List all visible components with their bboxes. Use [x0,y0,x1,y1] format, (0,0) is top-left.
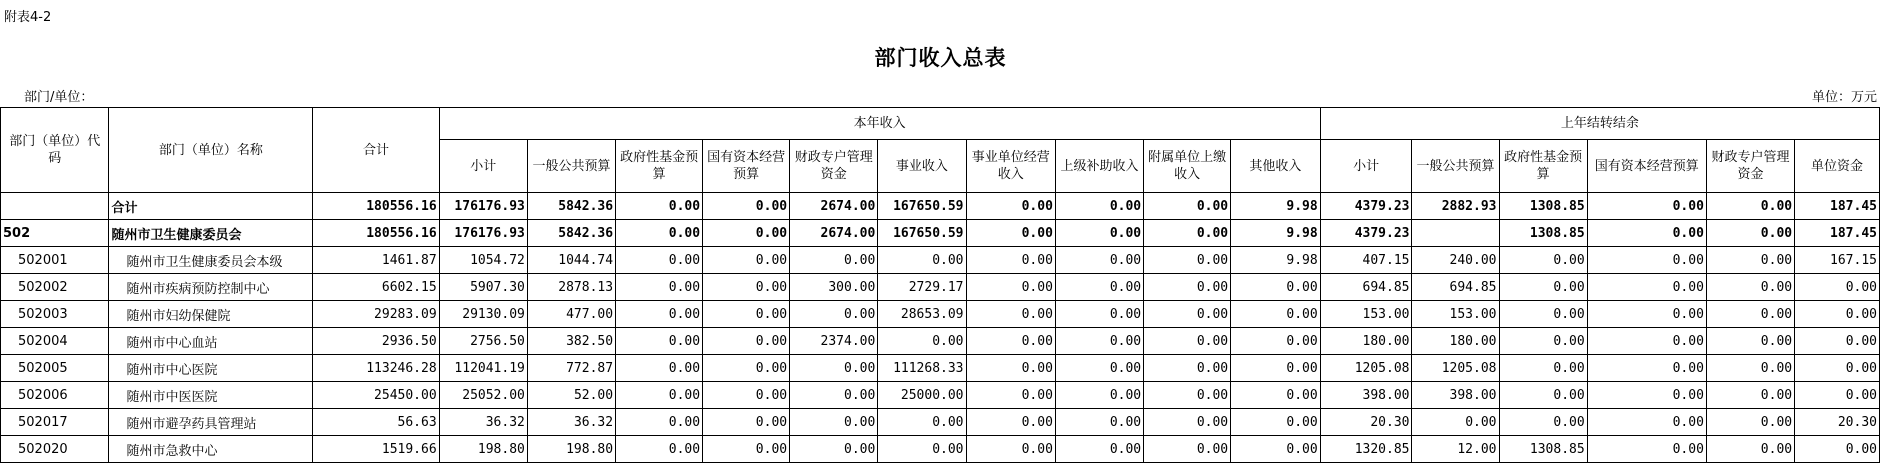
row-value: 9.98 [1231,247,1321,274]
row-value: 25000.00 [878,382,966,409]
row-value: 0.00 [703,247,790,274]
row-value: 0.00 [1587,247,1706,274]
row-value: 36.32 [527,409,615,436]
row-value: 382.50 [527,328,615,355]
row-value: 4379.23 [1320,220,1412,247]
row-value: 12.00 [1412,436,1499,463]
row-value: 0.00 [703,409,790,436]
row-value: 1205.08 [1320,355,1412,382]
row-value: 0.00 [1499,409,1587,436]
row-value [1412,220,1499,247]
row-value: 0.00 [1795,382,1880,409]
income-table [0,107,1880,463]
row-name: 随州市疾病预防控制中心 [109,274,313,301]
header-prior-col: 单位资金 [1795,140,1880,193]
row-value: 113246.28 [313,355,439,382]
row-value: 0.00 [616,274,703,301]
row-value: 1461.87 [313,247,439,274]
unit-label: 单位：万元 [1811,90,1877,105]
row-value: 0.00 [1499,301,1587,328]
page-title: 部门收入总表 [874,46,1007,70]
row-value: 0.00 [1144,220,1231,247]
header-code: 部门（单位）代码 [1,108,109,193]
row-value: 2756.50 [439,328,527,355]
row-value: 0.00 [1055,220,1143,247]
row-value: 0.00 [790,301,878,328]
row-code: 502017 [1,409,109,436]
row-value: 0.00 [703,382,790,409]
row-value: 0.00 [966,328,1055,355]
row-value: 772.87 [527,355,615,382]
row-value: 0.00 [1499,382,1587,409]
row-value: 2878.13 [527,274,615,301]
row-value: 0.00 [616,436,703,463]
row-code: 502020 [1,436,109,463]
row-value: 0.00 [878,436,966,463]
row-code: 502004 [1,328,109,355]
row-value: 0.00 [1587,409,1706,436]
row-name: 随州市中医医院 [109,382,313,409]
table-row [1,382,1880,409]
row-value: 180.00 [1320,328,1412,355]
row-value: 2729.17 [878,274,966,301]
header-prior-group: 上年结转结余 [1320,108,1879,140]
row-value: 56.63 [313,409,439,436]
row-value: 180556.16 [313,220,439,247]
row-value: 2674.00 [790,220,878,247]
row-value: 1308.85 [1499,436,1587,463]
row-value: 0.00 [878,247,966,274]
row-code: 502001 [1,247,109,274]
header-prior-col: 一般公共预算 [1412,140,1499,193]
row-name: 随州市避孕药具管理站 [109,409,313,436]
row-value: 0.00 [1587,382,1706,409]
row-value: 0.00 [1706,355,1794,382]
row-value: 0.00 [790,382,878,409]
row-value: 0.00 [1055,301,1143,328]
header-current-col: 国有资本经营预算 [703,140,790,193]
row-value: 0.00 [1231,274,1321,301]
row-value: 180.00 [1412,328,1499,355]
row-value: 0.00 [1706,274,1794,301]
row-value: 198.80 [527,436,615,463]
row-value: 0.00 [1499,274,1587,301]
header-prior-col: 国有资本经营预算 [1587,140,1706,193]
row-value: 0.00 [616,301,703,328]
row-value: 0.00 [703,220,790,247]
row-value: 0.00 [966,436,1055,463]
row-value: 0.00 [790,409,878,436]
row-value: 1044.74 [527,247,615,274]
row-value: 153.00 [1320,301,1412,328]
row-value: 0.00 [616,355,703,382]
row-value: 0.00 [1231,328,1321,355]
row-value: 9.98 [1231,220,1321,247]
row-value: 111268.33 [878,355,966,382]
row-name: 随州市急救中心 [109,436,313,463]
row-value: 0.00 [1231,301,1321,328]
header-current-col: 上级补助收入 [1055,140,1143,193]
row-value: 0.00 [966,193,1055,220]
row-value: 0.00 [1055,382,1143,409]
row-value: 0.00 [1055,274,1143,301]
row-value: 0.00 [1706,436,1794,463]
row-value: 240.00 [1412,247,1499,274]
row-value: 0.00 [1144,436,1231,463]
row-value: 20.30 [1320,409,1412,436]
row-value: 1205.08 [1412,355,1499,382]
table-row [1,328,1880,355]
row-value: 5907.30 [439,274,527,301]
row-value: 0.00 [1587,193,1706,220]
row-value: 29130.09 [439,301,527,328]
header-name: 部门（单位）名称 [109,108,313,193]
row-value: 0.00 [790,355,878,382]
row-value: 477.00 [527,301,615,328]
row-value: 0.00 [1055,247,1143,274]
row-value: 0.00 [1055,193,1143,220]
row-value: 25450.00 [313,382,439,409]
row-value: 0.00 [1587,436,1706,463]
row-value: 0.00 [1706,382,1794,409]
row-name: 合计 [109,193,313,220]
row-code: 502 [1,220,109,247]
row-value: 0.00 [1231,355,1321,382]
row-value: 0.00 [616,382,703,409]
header-current-group: 本年收入 [439,108,1320,140]
row-value: 0.00 [1499,247,1587,274]
row-value: 0.00 [1055,355,1143,382]
row-value: 0.00 [703,355,790,382]
row-name: 随州市中心血站 [109,328,313,355]
row-value: 0.00 [1055,328,1143,355]
row-value: 0.00 [1055,436,1143,463]
row-value: 0.00 [1706,409,1794,436]
row-value: 2936.50 [313,328,439,355]
row-value: 0.00 [878,328,966,355]
row-value: 0.00 [703,274,790,301]
row-value: 167650.59 [878,193,966,220]
row-value: 694.85 [1412,274,1499,301]
row-value: 0.00 [616,193,703,220]
row-value: 0.00 [616,409,703,436]
row-value: 0.00 [1795,301,1880,328]
row-value: 1308.85 [1499,220,1587,247]
row-value: 0.00 [1144,409,1231,436]
table-body [1,193,1880,463]
row-value: 1320.85 [1320,436,1412,463]
row-value: 0.00 [966,409,1055,436]
header-total: 合计 [313,108,439,193]
row-value: 0.00 [1499,355,1587,382]
row-value: 5842.36 [527,220,615,247]
row-value: 0.00 [703,301,790,328]
row-value: 0.00 [1706,193,1794,220]
row-value: 52.00 [527,382,615,409]
row-value: 153.00 [1412,301,1499,328]
row-value: 0.00 [966,355,1055,382]
row-value: 0.00 [1144,274,1231,301]
row-value: 0.00 [1795,355,1880,382]
row-value: 198.80 [439,436,527,463]
row-value: 1054.72 [439,247,527,274]
row-value: 5842.36 [527,193,615,220]
header-current-col: 小计 [439,140,527,193]
table-row [1,220,1880,247]
table-row [1,355,1880,382]
row-code: 502005 [1,355,109,382]
row-code: 502002 [1,274,109,301]
row-value: 0.00 [1706,220,1794,247]
row-value: 0.00 [1499,328,1587,355]
row-value: 0.00 [1144,301,1231,328]
header-current-col: 一般公共预算 [527,140,615,193]
table-row [1,409,1880,436]
row-value: 0.00 [966,301,1055,328]
row-value: 0.00 [1706,247,1794,274]
row-value: 9.98 [1231,193,1321,220]
row-value: 0.00 [966,247,1055,274]
row-value: 0.00 [1587,220,1706,247]
header-current-col: 附属单位上缴收入 [1144,140,1231,193]
row-value: 0.00 [878,409,966,436]
table-row [1,247,1880,274]
annex-label: 附表4-2 [4,10,52,25]
row-value: 0.00 [1795,328,1880,355]
row-value: 176176.93 [439,193,527,220]
table-row [1,274,1880,301]
row-value: 167.15 [1795,247,1880,274]
row-value: 0.00 [616,247,703,274]
row-value: 0.00 [1587,355,1706,382]
header-prior-col: 政府性基金预算 [1499,140,1587,193]
row-value: 694.85 [1320,274,1412,301]
row-value: 0.00 [616,220,703,247]
row-value: 2374.00 [790,328,878,355]
header-current-col: 其他收入 [1231,140,1321,193]
row-value: 0.00 [966,382,1055,409]
row-value: 29283.09 [313,301,439,328]
row-value: 28653.09 [878,301,966,328]
header-current-col: 政府性基金预算 [616,140,703,193]
row-value: 407.15 [1320,247,1412,274]
row-value: 0.00 [1795,436,1880,463]
header-current-col: 财政专户管理资金 [790,140,878,193]
row-name: 随州市妇幼保健院 [109,301,313,328]
row-value: 1308.85 [1499,193,1587,220]
row-value: 0.00 [1144,328,1231,355]
table-row [1,193,1880,220]
row-value: 0.00 [1231,409,1321,436]
row-value: 0.00 [1412,409,1499,436]
row-value: 6602.15 [313,274,439,301]
row-value: 176176.93 [439,220,527,247]
row-code: 502003 [1,301,109,328]
row-value: 0.00 [703,328,790,355]
row-value: 0.00 [703,436,790,463]
row-value: 4379.23 [1320,193,1412,220]
table-row [1,436,1880,463]
row-value: 0.00 [1144,193,1231,220]
row-value: 0.00 [1587,274,1706,301]
header-current-col: 事业单位经营收入 [966,140,1055,193]
dept-label: 部门/单位： [24,90,94,105]
row-value: 2882.93 [1412,193,1499,220]
row-value: 180556.16 [313,193,439,220]
row-value: 167650.59 [878,220,966,247]
row-value: 112041.19 [439,355,527,382]
row-name: 随州市卫生健康委员会本级 [109,247,313,274]
table-row [1,301,1880,328]
row-value: 398.00 [1412,382,1499,409]
row-value: 0.00 [1231,382,1321,409]
row-value: 187.45 [1795,220,1880,247]
row-value: 0.00 [966,274,1055,301]
row-value: 0.00 [790,436,878,463]
row-value: 0.00 [966,220,1055,247]
row-value: 0.00 [1795,274,1880,301]
row-value: 0.00 [1706,301,1794,328]
row-name: 随州市卫生健康委员会 [109,220,313,247]
row-code: 502006 [1,382,109,409]
row-value: 0.00 [1587,301,1706,328]
row-value: 1519.66 [313,436,439,463]
row-value: 0.00 [1231,436,1321,463]
row-value: 20.30 [1795,409,1880,436]
row-value: 0.00 [1144,247,1231,274]
row-value: 300.00 [790,274,878,301]
row-value: 398.00 [1320,382,1412,409]
header-current-col: 事业收入 [878,140,966,193]
row-value: 0.00 [703,193,790,220]
row-code [1,193,109,220]
row-name: 随州市中心医院 [109,355,313,382]
row-value: 2674.00 [790,193,878,220]
row-value: 0.00 [1706,328,1794,355]
row-value: 0.00 [616,328,703,355]
row-value: 0.00 [1144,355,1231,382]
header-prior-col: 财政专户管理资金 [1706,140,1794,193]
row-value: 0.00 [790,247,878,274]
header-prior-col: 小计 [1320,140,1412,193]
row-value: 0.00 [1144,382,1231,409]
row-value: 25052.00 [439,382,527,409]
row-value: 36.32 [439,409,527,436]
row-value: 187.45 [1795,193,1880,220]
row-value: 0.00 [1055,409,1143,436]
row-value: 0.00 [1587,328,1706,355]
